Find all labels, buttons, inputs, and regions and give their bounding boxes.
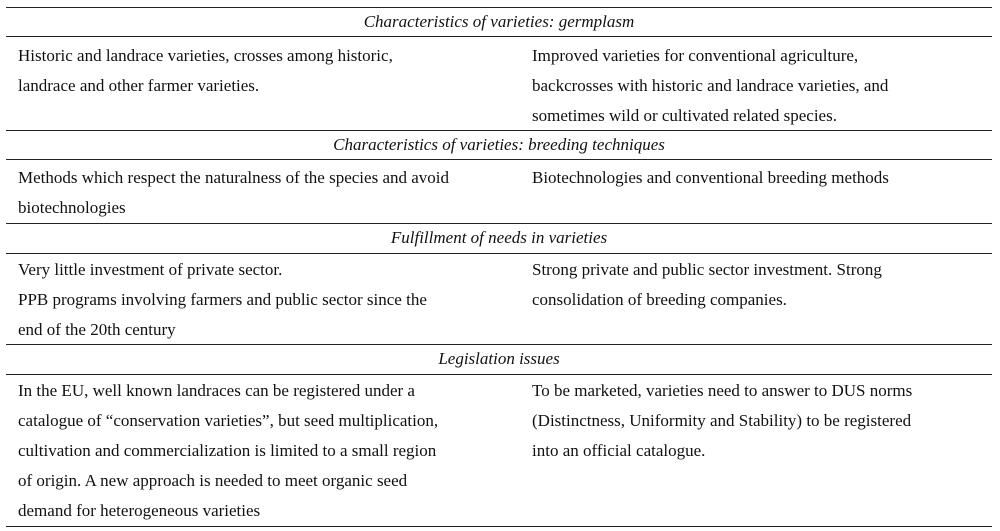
section-3-title-rule xyxy=(6,253,992,254)
table-bottom-rule xyxy=(6,526,992,527)
section-4-right-cell xyxy=(532,376,992,466)
text-line: (Distinctness, Uniformity and Stability) to be registered xyxy=(532,411,912,430)
section-4-title: Legislation issues xyxy=(438,349,560,368)
text-line: landrace and other farmer varieties. xyxy=(18,76,260,95)
text-line: In the EU, well known landraces can be registered under a xyxy=(18,381,415,400)
section-1-left-cell xyxy=(18,41,518,101)
section-2-title: Characteristics of varieties: breeding techniques xyxy=(333,135,665,154)
text-line: cultivation and commercialization is limited to a small region xyxy=(18,441,437,460)
text-line: biotechnologies xyxy=(18,198,126,217)
section-3-top-rule xyxy=(6,223,992,224)
section-1-title: Characteristics of varieties: germplasm xyxy=(363,12,635,31)
text-line: into an official catalogue. xyxy=(532,441,706,460)
section-2-left-cell xyxy=(18,163,518,223)
section-2-right-cell xyxy=(532,163,992,193)
text-line: Very little investment of private sector. xyxy=(18,260,283,279)
text-line: end of the 20th century xyxy=(18,320,176,339)
text-line: backcrosses with historic and landrace varieties, and xyxy=(532,76,889,95)
text-line: consolidation of breeding companies. xyxy=(532,290,787,309)
text-line: sometimes wild or cultivated related species. xyxy=(532,106,837,125)
text-line: Methods which respect the naturalness of the species and avoid xyxy=(18,168,450,187)
section-1-title-rule xyxy=(6,36,992,37)
text-line: Improved varieties for conventional agriculture, xyxy=(532,46,859,65)
text-line: catalogue of “conservation varieties”, but seed multiplication, xyxy=(18,411,439,430)
text-line: demand for heterogeneous varieties xyxy=(18,501,261,520)
text-line: Historic and landrace varieties, crosses among historic, xyxy=(18,46,393,65)
section-4-left-cell xyxy=(18,376,518,526)
section-3-left-cell xyxy=(18,255,518,345)
section-3-title: Fulfillment of needs in varieties xyxy=(390,228,608,247)
text-line: Strong private and public sector investment. Strong xyxy=(532,260,882,279)
text-line: To be marketed, varieties need to answer to DUS norms xyxy=(532,381,913,400)
section-1-top-rule xyxy=(6,7,992,8)
section-1-right-cell xyxy=(532,41,992,131)
text-line: PPB programs involving farmers and public sector since the xyxy=(18,290,427,309)
section-2-title-rule xyxy=(6,159,992,160)
section-4-title-rule xyxy=(6,374,992,375)
section-3-right-cell xyxy=(532,255,992,315)
text-line: Biotechnologies and conventional breeding methods xyxy=(532,168,889,187)
section-4-top-rule xyxy=(6,344,992,345)
section-2-top-rule xyxy=(6,130,992,131)
text-line: of origin. A new approach is needed to meet organic seed xyxy=(18,471,408,490)
